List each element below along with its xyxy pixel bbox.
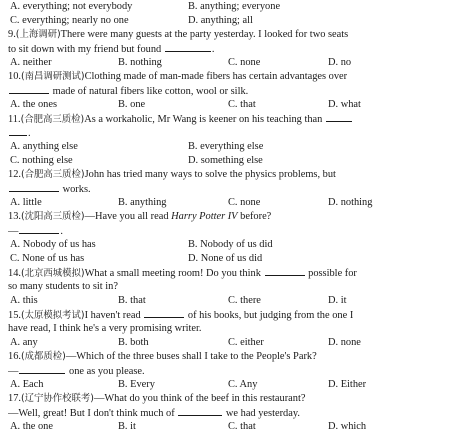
q8-option-c: C. everything; nearly no one (10, 15, 129, 26)
q17-stem-line1: 17.(辽宁协作校联考)—What do you think of the beef in this restaurant? (8, 393, 306, 404)
q14-stem-line2: so many students to sit in? (8, 281, 118, 292)
q11-number: 11. (8, 114, 21, 125)
q17-option-d: D. which (328, 421, 367, 432)
q14-number: 14. (8, 268, 21, 279)
q11-stem-line1: 11.(合肥高三质检)As a workaholic, Mr Wang is keener on his teaching than (8, 112, 446, 126)
q10-option-d: D. what (328, 99, 361, 110)
q12-option-b: B. anything (118, 197, 167, 208)
q17-answer-blank (178, 406, 222, 416)
q12-stem-line2: works. (8, 182, 446, 196)
q15-option-d: D. none (328, 337, 361, 348)
q11-source: (合肥高三质检) (20, 114, 85, 125)
q14-option-c: C. there (228, 295, 261, 306)
q14-option-a: A. this (10, 295, 38, 306)
q13-stem-line1: 13.(沈阳高三质检)—Have you all read Harry Potter IV before? (8, 211, 272, 222)
q17-option-b: B. it (118, 421, 136, 432)
q10-option-b: B. one (118, 99, 146, 110)
q11-option-d: D. something else (188, 155, 263, 166)
q16-stem-line1: 16.(成都质检)—Which of the three buses shall I take to the People's Park? (8, 351, 317, 362)
q13-option-d: D. None of us did (188, 253, 263, 264)
q13-answer-blank (19, 224, 59, 234)
q17-option-a: A. the one (10, 421, 53, 432)
q17-option-c: C. that (228, 421, 256, 432)
q14-source: (北京西城模拟) (21, 268, 85, 279)
q11-options-row1 (10, 140, 448, 154)
q13-options-row2 (10, 252, 448, 266)
q10-option-a: A. the ones (10, 99, 58, 110)
q9-option-b: B. nothing (118, 57, 162, 68)
q14-stem-line1: 14.(北京西城模拟)What a small meeting room! Do you think possible for (8, 268, 357, 279)
q17-source: (辽宁协作校联考) (21, 393, 94, 404)
q14-answer-blank (265, 266, 305, 276)
q8-options-row1 (10, 0, 448, 14)
q9-stem-line1 (8, 28, 446, 42)
q12-source: (合肥高三质检) (21, 169, 85, 180)
q14-option-b: B. that (118, 295, 146, 306)
q8-option-d: D. anything; all (188, 15, 253, 26)
q11-option-b: B. everything else (188, 141, 264, 152)
q11-answer-blank (326, 112, 352, 122)
q15-stem-line2: have read, I think he's a very promising writer. (8, 323, 202, 334)
q12-option-a: A. little (10, 197, 42, 208)
q17-options (10, 420, 448, 434)
q15-source: (太原模拟考试) (21, 310, 85, 321)
q13-options-row1 (10, 238, 448, 252)
q10-options (10, 98, 448, 112)
q15-stem-line1: 15.(太原模拟考试)I haven't read of his books, but judging from the one I (8, 310, 354, 321)
q9-number: 9. (8, 29, 16, 40)
q10-stem-line1: 10.(南昌调研测试)Clothing made of man-made fibers has certain advantages over (8, 71, 348, 82)
q9-text: There were many guests at the party yesterday. I looked for two seats (60, 29, 349, 40)
q12-number: 12. (8, 169, 21, 180)
q10-stem-line2: made of natural fibers like cotton, wool or silk. (8, 84, 446, 98)
q16-option-b: B. Every (118, 379, 155, 390)
q15-option-c: C. either (228, 337, 264, 348)
q13-option-b: B. Nobody of us did (188, 239, 273, 250)
q16-options (10, 378, 448, 392)
q8-options-row2 (10, 14, 448, 28)
q9-options (10, 56, 448, 70)
q14-options (10, 294, 448, 308)
q12-stem-line1: 12.(合肥高三质检)John has tried many ways to solve the physics problems, but (8, 169, 336, 180)
q9-option-c: C. none (228, 57, 261, 68)
q10-number: 10. (8, 71, 21, 82)
q8-option-a: A. everything; not everybody (10, 1, 133, 12)
q9-answer-blank (165, 42, 211, 52)
q9-stem-line2: to sit down with my friend but found . (8, 44, 215, 55)
q16-option-a: A. Each (10, 379, 44, 390)
q16-number: 16. (8, 351, 21, 362)
q9-source: (上海调研) (15, 29, 61, 40)
q15-answer-blank (144, 308, 184, 318)
q16-option-c: C. Any (228, 379, 258, 390)
q11-stem-line2: . (8, 126, 446, 140)
q8-option-b: B. anything; everyone (188, 1, 281, 12)
q13-stem-line2: — . (8, 226, 63, 237)
q11-option-a: A. anything else (10, 141, 78, 152)
q15-option-b: B. both (118, 337, 149, 348)
q13-source: (沈阳高三质检) (21, 211, 85, 222)
q10-source: (南昌调研测试) (21, 71, 85, 82)
q11-option-c: C. nothing else (10, 155, 73, 166)
q10-answer-blank (9, 84, 49, 94)
q11-options-row2 (10, 154, 448, 168)
q12-answer-blank (9, 182, 59, 192)
q12-options (10, 196, 448, 210)
q16-stem-line2: — one as you please. (8, 366, 145, 377)
q13-option-c: C. None of us has (10, 253, 85, 264)
q16-option-d: D. Either (328, 379, 367, 390)
q9-option-d: D. no (328, 57, 352, 68)
q13-book-title: Harry Potter IV (171, 211, 238, 222)
q12-option-c: C. none (228, 197, 261, 208)
q16-answer-blank (19, 364, 65, 374)
q15-options (10, 336, 448, 350)
q16-source: (成都质检) (21, 351, 66, 362)
q12-option-d: D. nothing (328, 197, 373, 208)
q13-number: 13. (8, 211, 21, 222)
q17-number: 17. (8, 393, 21, 404)
q15-number: 15. (8, 310, 21, 321)
q15-option-a: A. any (10, 337, 38, 348)
q10-option-c: C. that (228, 99, 256, 110)
q14-option-d: D. it (328, 295, 347, 306)
q17-stem-line2: —Well, great! But I don't think much of we had yesterday. (8, 408, 300, 419)
q13-option-a: A. Nobody of us has (10, 239, 96, 250)
q9-option-a: A. neither (10, 57, 52, 68)
